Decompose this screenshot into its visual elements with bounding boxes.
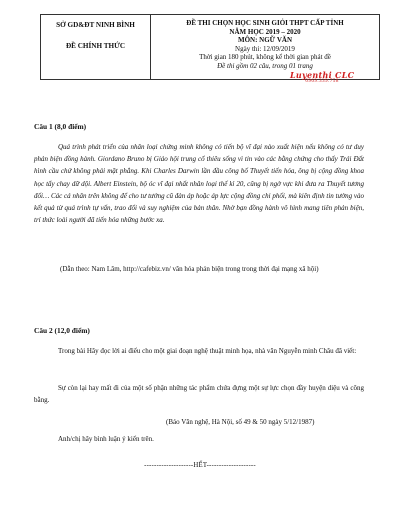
question2-quote: Sự còn lại hay mất đi của một số phận những tác phẩm chứa đựng một sự lực chọn đầy huyện diệu và công bằng. — [34, 384, 364, 405]
exam-date: Ngày thi: 12/09/2019 — [235, 44, 295, 53]
department-name: SỞ GD&ĐT NINH BÌNH — [56, 21, 135, 29]
end-marker: --------------------HẾT-------------------- — [144, 462, 256, 469]
watermark-phone: 0969.339.758 — [305, 79, 339, 84]
exam-page-count: Đề thi gồm 02 câu, trong 01 trang — [217, 61, 313, 70]
question2-intro: Trong bài Hãy đọc lời ai điếu cho một giai đoạn nghệ thuật minh họa, nhà văn Nguyễn minh Châu đã viết: — [58, 347, 357, 355]
watermark-name: Luyenthi CLC — [290, 70, 355, 80]
header-left — [41, 15, 150, 79]
question2-task: Anh/chị hãy bình luận ý kiến trên. — [58, 435, 154, 443]
official-label: ĐỀ CHÍNH THỨC — [65, 42, 126, 50]
watermark-logo — [290, 70, 354, 84]
question1-heading: Câu 1 (8,0 điểm) — [34, 122, 87, 131]
question2-source: (Báo Văn nghệ, Hà Nội, số 49 & 50 ngày 5/12/1987) — [166, 418, 315, 426]
exam-duration: Thời gian 180 phút, không kể thời gian phát đề — [199, 53, 331, 62]
question1-source: (Dẫn theo: Nam Lâm, http://cafebiz.vn/ văn hóa phản biện trong trong thời đại mạng xã hội) — [60, 265, 319, 273]
subject: MÔN: NGỮ VĂN — [237, 36, 293, 45]
question1-passage: Quá trình phát triển của nhân loại chứng minh không có tiến bộ vĩ đại nào xuất hiện nếu không có tư duy phản biện đồng hành. Giordano Bruno bị Giáo hội trung cổ thiêu sống vì tin vào các bằng chứng cho thấy Trái Đất hình cầu chứ không phải mặt phẳng. Khi Charles Darwin lần đầu công bố Thuyết tiến hóa, ông bị cộng đồng khoa học tẩy chay dữ dội. Albert Einstein, bộ óc vĩ đại nhất nhân loại thế kỉ 20, cũng bị ngờ vực khi đưa ra Thuyết tương đối… Các cá nhân trên không để cho tư tưởng cũ đàn áp hoặc áp lực cộng đồng chi phối, mà kiên định tin tưởng vào kết quả từ quá trình tự vấn, trao đổi và suy nghiệm của bản thân. Nhờ bạn đồng hành vô hình mang tiên phản biện, trí thức loài người đã tiến hóa những bước xa. — [34, 143, 364, 225]
question2-heading: Câu 2 (12,0 điểm) — [34, 326, 90, 335]
school-year: NĂM HỌC 2019 – 2020 — [229, 27, 301, 36]
exam-title: ĐỀ THI CHỌN HỌC SINH GIỎI THPT CẤP TỈNH — [186, 19, 344, 27]
